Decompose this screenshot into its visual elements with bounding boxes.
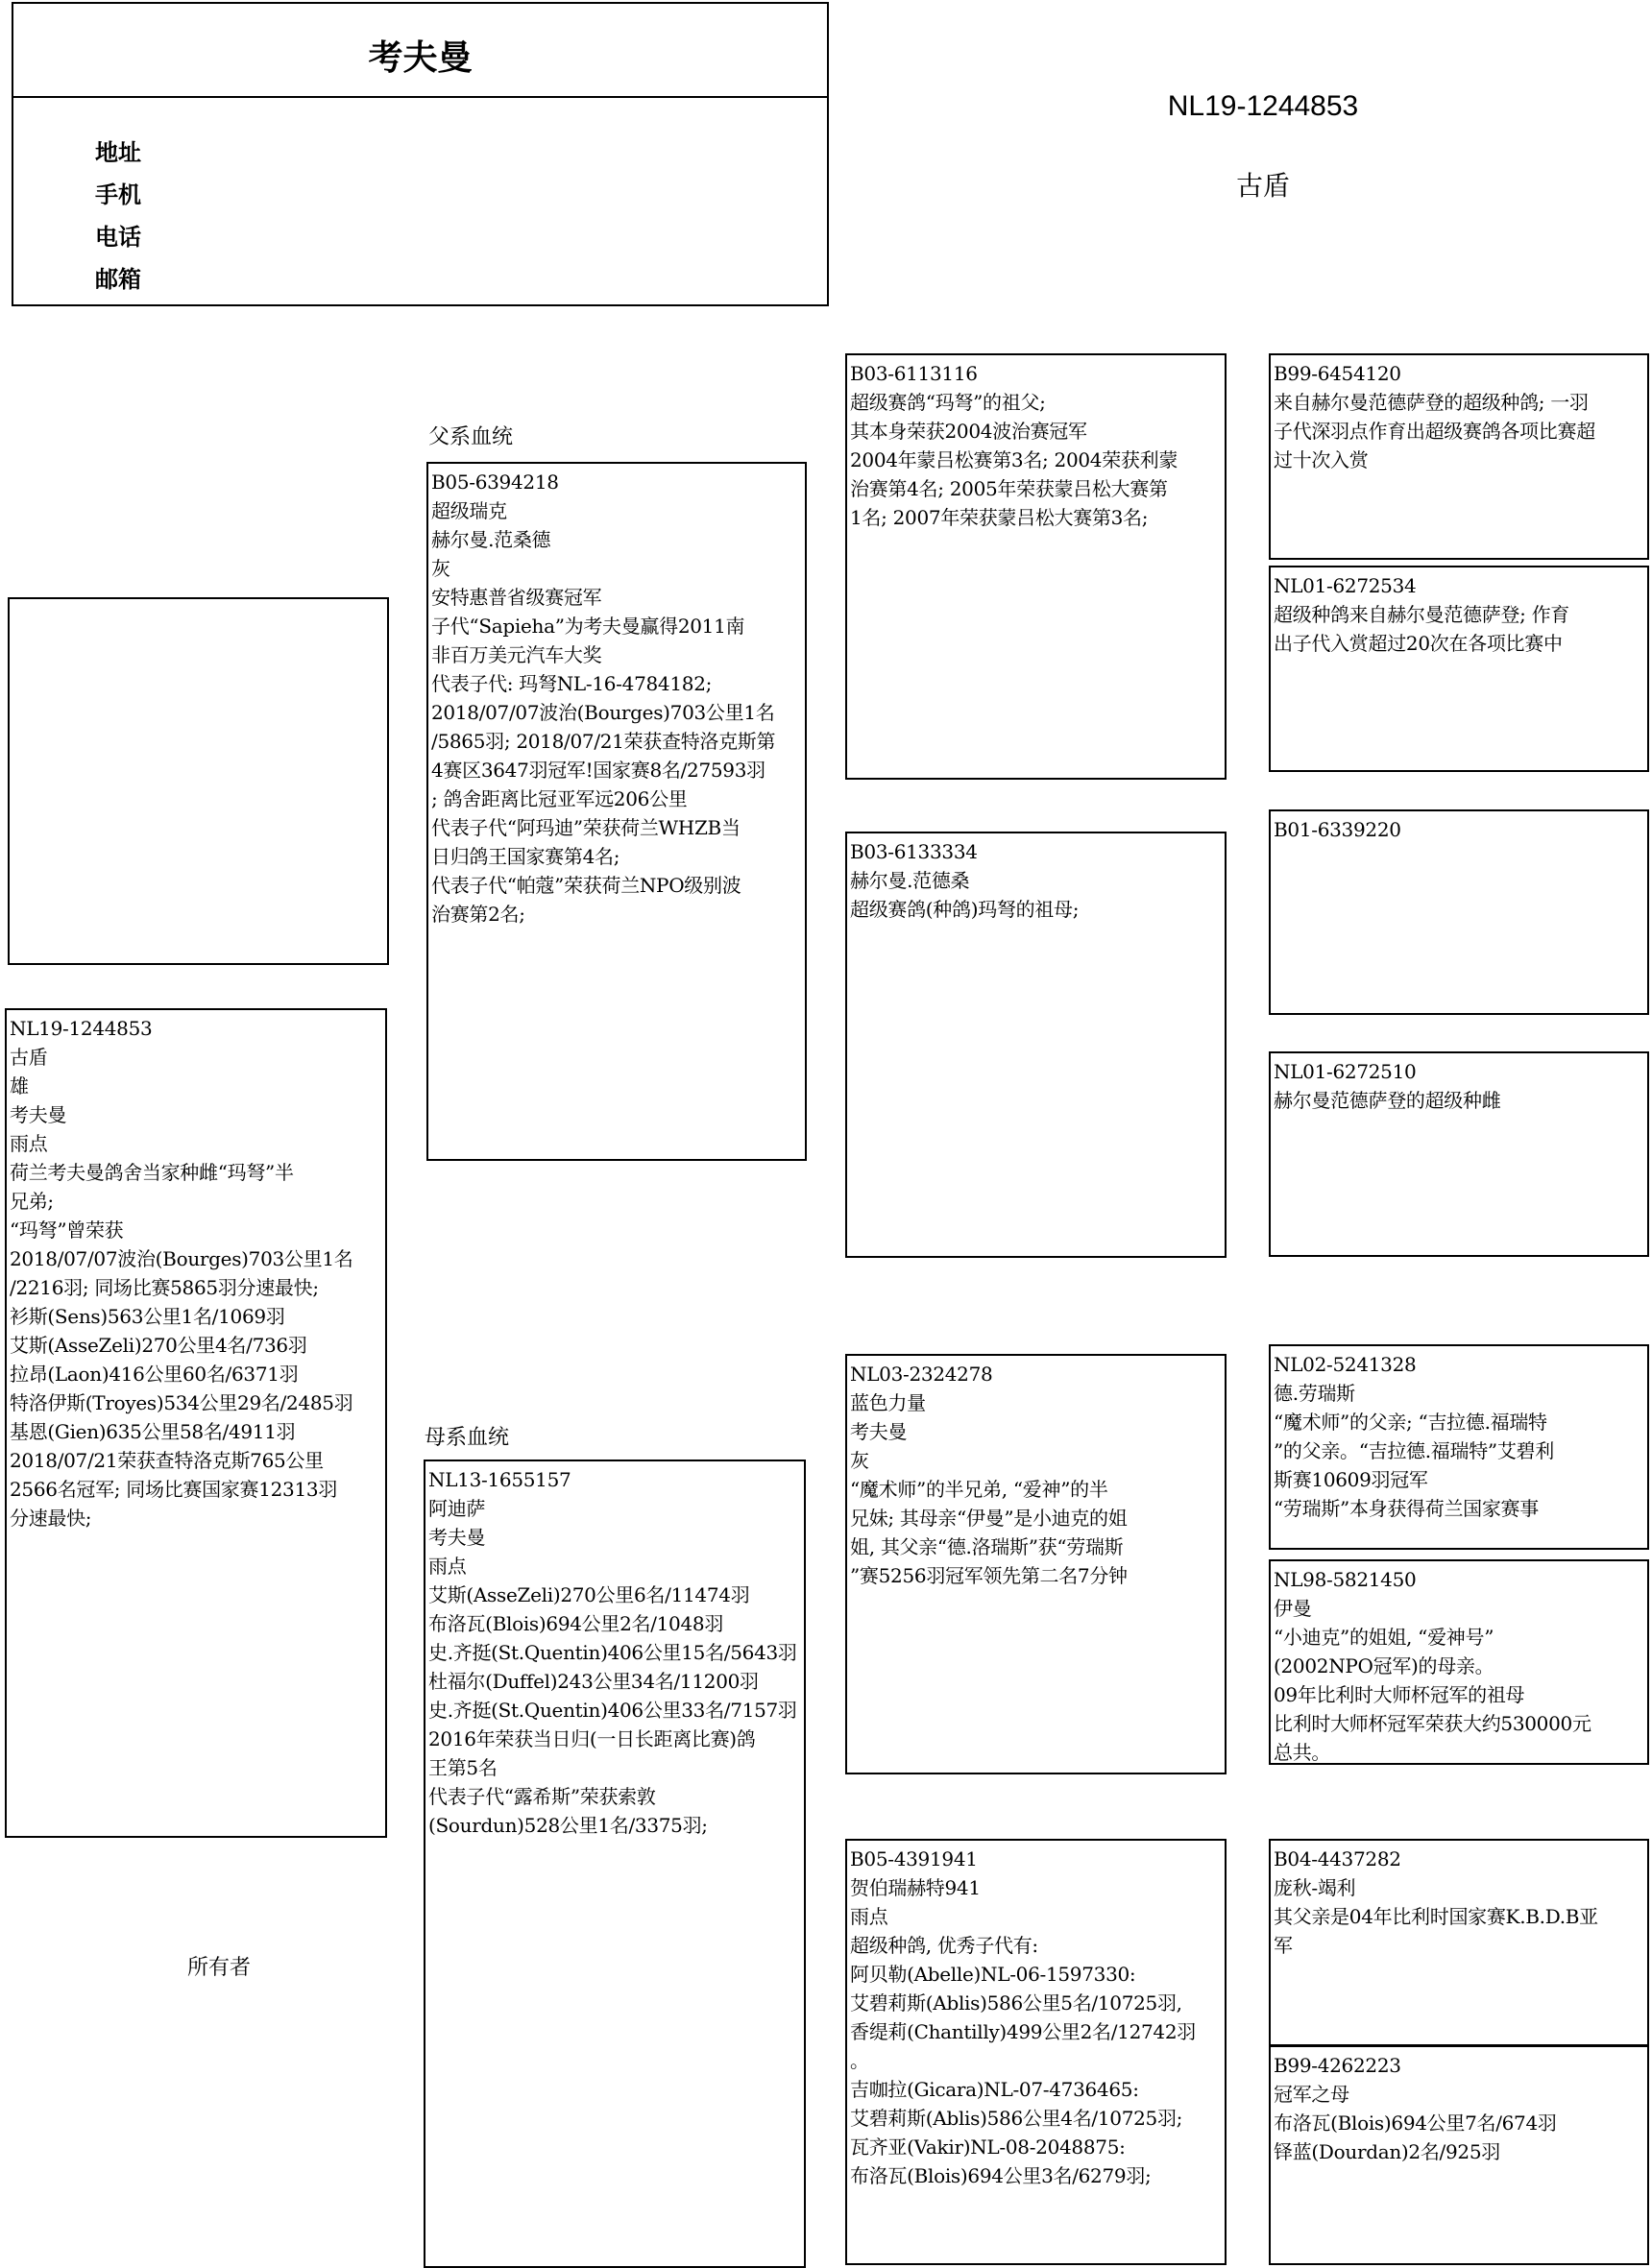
ring-number: NL01-6272510 [1274,1060,1417,1083]
pedigree-line: 超级赛鸽“玛弩”的祖父; [850,391,1046,414]
pedigree-line: 来自赫尔曼范德萨登的超级种鸽; 一羽 [1274,391,1589,414]
pedigree-line: 阿贝勒(Abelle)NL-06-1597330: [850,1963,1136,1986]
pedigree-sire-sire-sire [1269,353,1649,560]
pedigree-line: 古盾 [10,1046,48,1069]
pedigree-line: 伊曼 [1274,1597,1312,1620]
pedigree-line: 冠军之母 [1274,2083,1349,2106]
pedigree-sire-sire-dam [1269,566,1649,772]
pedigree-line: 2004年蒙吕松赛第3名; 2004荣获利蒙 [850,448,1178,471]
pedigree-line: “劳瑞斯”本身获得荷兰国家赛事 [1274,1497,1539,1520]
ring-number: NL13-1655157 [428,1468,571,1491]
ring-number: B05-6394218 [431,470,559,494]
ring-number: NL19-1244853 [10,1017,153,1040]
pedigree-line: “玛弩”曾荣获 [10,1218,124,1242]
pedigree-line: 基恩(Gien)635公里58名/4911羽 [10,1420,296,1443]
pedigree-line: (2002NPO冠军)的母亲。 [1274,1654,1494,1677]
pedigree-line: 布洛瓦(Blois)694公里7名/674羽 [1274,2111,1557,2135]
pedigree-line: 代表子代“露希斯”荣获索敦 [428,1785,656,1808]
pedigree-line: 斯赛10609羽冠军 [1274,1468,1428,1491]
ring-number: B01-6339220 [1274,818,1401,841]
pedigree-line: “魔术师”的半兄弟, “爱神”的半 [850,1478,1108,1501]
pedigree-line: 赫尔曼范德萨登的超级种雌 [1274,1089,1501,1112]
pedigree-line: 灰 [850,1449,869,1472]
pedigree-dam-sire-sire [1269,1344,1649,1550]
pedigree-sire-dam-sire [1269,809,1649,1015]
pedigree-line: 赫尔曼.范桑德 [431,528,551,551]
ring-number: B04-4437282 [1274,1847,1401,1870]
pedigree-line: 非百万美元汽车大奖 [431,643,602,666]
pedigree-line: /2216羽; 同场比赛5865羽分速最快; [10,1276,319,1299]
pedigree-line: 布洛瓦(Blois)694公里2名/1048羽 [428,1612,724,1635]
pedigree-line: 雨点 [428,1555,467,1578]
pedigree-line: “魔术师”的父亲; “吉拉德.福瑞特 [1274,1411,1547,1434]
pedigree-line: 治赛第4名; 2005年荣获蒙吕松大赛第 [850,477,1168,500]
pedigree-line: 其父亲是04年比利时国家赛K.B.D.B亚 [1274,1905,1598,1928]
pedigree-line: 超级种鸽来自赫尔曼范德萨登; 作育 [1274,603,1569,626]
pedigree-dam-sire-dam [1269,1559,1649,1765]
pedigree-subject [5,1008,387,1838]
pedigree-line: ; 鸽舍距离比冠亚军远206公里 [431,787,688,810]
pedigree-line: 蓝色力量 [850,1391,926,1414]
pedigree-dam [424,1460,806,2268]
header-ring-number: NL19-1244853 [1167,90,1359,122]
pedigree-line: 王第5名 [428,1756,498,1779]
pedigree-line: 贺伯瑞赫特941 [850,1876,981,1899]
pedigree-line: 荷兰考夫曼鸽舍当家种雌“玛弩”半 [10,1161,294,1184]
pedigree-line: 特洛伊斯(Troyes)534公里29名/2485羽 [10,1391,353,1414]
pedigree-line: 代表子代“阿玛迪”荣获荷兰WHZB当 [431,816,741,839]
pedigree-line: 日归鸽王国家赛第4名; [431,845,620,868]
pedigree-line: 超级瑞克 [431,499,507,522]
pedigree-line: 治赛第2名; [431,903,525,926]
pedigree-dam-dam-sire [1269,1839,1649,2046]
pedigree-dam-dam [845,1839,1227,2265]
pedigree-line: 2018/07/07波治(Bourges)703公里1名 [10,1247,353,1270]
pedigree-sire-dam [845,832,1227,1258]
pedigree-line: 拉昂(Laon)416公里60名/6371羽 [10,1363,299,1386]
owner-title: 考夫曼 [368,38,473,78]
pedigree-line: 安特惠普省级赛冠军 [431,586,602,609]
contact-phone-label: 电话 [95,224,141,251]
pedigree-line: 杜福尔(Duffel)243公里34名/11200羽 [428,1670,759,1693]
pedigree-line: 兄妹; 其母亲“伊曼”是小迪克的姐 [850,1507,1128,1530]
header-bird-name: 古盾 [1235,170,1290,202]
pedigree-line: 过十次入赏 [1274,448,1369,471]
pedigree-line: 代表子代: 玛弩NL-16-4784182; [431,672,713,695]
pedigree-line: 09年比利时大师杯冠军的祖母 [1274,1683,1525,1706]
pedigree-line: 赫尔曼.范德桑 [850,869,970,892]
pedigree-line: 1名; 2007年荣获蒙吕松大赛第3名; [850,506,1149,529]
pedigree-line: 香缇莉(Chantilly)499公里2名/12742羽 [850,2020,1196,2043]
pedigree-line: 。 [850,2049,869,2072]
pedigree-line: 雨点 [10,1132,48,1155]
pedigree-line: 姐, 其父亲“德.洛瑞斯”获“劳瑞斯 [850,1535,1124,1558]
pedigree-line: 2018/07/07波治(Bourges)703公里1名 [431,701,775,724]
contact-email-label: 邮箱 [95,266,141,293]
ring-number: B99-6454120 [1274,362,1401,385]
ring-number: NL02-5241328 [1274,1353,1417,1376]
pedigree-line: 超级赛鸽(种鸽)玛弩的祖母; [850,898,1080,921]
pedigree-line: 布洛瓦(Blois)694公里3名/6279羽; [850,2164,1152,2187]
pedigree-line: 艾碧莉斯(Ablis)586公里4名/10725羽; [850,2107,1183,2130]
pedigree-line: 比利时大师杯冠军荣获大约530000元 [1274,1712,1591,1735]
contact-mobile-label: 手机 [95,181,141,208]
pedigree-line: 考夫曼 [850,1420,908,1443]
pedigree-line: 铎蓝(Dourdan)2名/925羽 [1274,2140,1500,2163]
pedigree-dam-dam-dam [1269,2045,1649,2265]
ring-number: NL01-6272534 [1274,574,1417,597]
ring-number: B03-6113116 [850,362,978,385]
pedigree-line: 史.齐挺(St.Quentin)406公里15名/5643羽 [428,1641,797,1664]
header-box [12,2,829,306]
pedigree-line: 阿迪萨 [428,1497,486,1520]
pedigree-line: 分速最快; [10,1507,92,1530]
pedigree-line: 4赛区3647羽冠军!国家赛8名/27593羽 [431,759,765,782]
pedigree-line: 兄弟; [10,1190,54,1213]
pedigree-line: 艾斯(AsseZeli)270公里6名/11474羽 [428,1583,750,1606]
header-divider [13,96,827,98]
pedigree-line: “小迪克”的姐姐, “爱神号” [1274,1626,1494,1649]
pedigree-line: 艾碧莉斯(Ablis)586公里5名/10725羽, [850,1991,1182,2015]
pedigree-line: 其本身荣获2004波治赛冠军 [850,420,1087,443]
pedigree-line: 瓦齐亚(Vakir)NL-08-2048875: [850,2135,1126,2159]
ring-number: NL98-5821450 [1274,1568,1417,1591]
pedigree-line: 史.齐挺(St.Quentin)406公里33名/7157羽 [428,1699,797,1722]
pedigree-line: 考夫曼 [428,1526,486,1549]
owner-caption: 所有者 [187,1956,252,1980]
ring-number: NL03-2324278 [850,1363,993,1386]
contact-list [95,132,141,301]
pedigree-line: 超级种鸽, 优秀子代有: [850,1934,1038,1957]
ring-number: B99-4262223 [1274,2054,1401,2077]
pedigree-line: /5865羽; 2018/07/21荣获查特洛克斯第 [431,730,776,753]
pedigree-line: 雨点 [850,1905,888,1928]
pedigree-line: 灰 [431,557,450,580]
pedigree-line: 出子代入赏超过20次在各项比赛中 [1274,632,1563,655]
pedigree-line: 子代深羽点作育出超级赛鸽各项比赛超 [1274,420,1595,443]
pedigree-line: 代表子代“帕蔻”荣获荷兰NPO级别波 [431,874,741,897]
ring-number: B03-6133334 [850,840,978,863]
sire-line-caption: 父系血统 [428,425,514,449]
pedigree-line: 总共。 [1274,1741,1331,1764]
pedigree-line: 军 [1274,1934,1293,1957]
pedigree-line: 子代“Sapieha”为考夫曼赢得2011南 [431,615,745,638]
pedigree-line: 衫斯(Sens)563公里1名/1069羽 [10,1305,285,1328]
pedigree-line: (Sourdun)528公里1名/3375羽; [428,1814,708,1837]
pedigree-line: 艾斯(AsseZeli)270公里4名/736羽 [10,1334,307,1357]
pedigree-line: 雄 [10,1074,29,1098]
pedigree-sire-sire [845,353,1227,780]
pedigree-line: 2018/07/21荣获查特洛克斯765公里 [10,1449,324,1472]
pedigree-line: ”的父亲。“吉拉德.福瑞特”艾碧利 [1274,1439,1554,1462]
contact-address-label: 地址 [95,139,141,166]
pedigree-sire [426,462,807,1161]
pedigree-line: 庞秋-竭利 [1274,1876,1356,1899]
pedigree-line: ”赛5256羽冠军领先第二名7分钟 [850,1564,1128,1587]
pedigree-sire-dam-dam [1269,1051,1649,1257]
pedigree-dam-sire [845,1354,1227,1774]
pedigree-line: 德.劳瑞斯 [1274,1382,1355,1405]
pedigree-line: 吉咖拉(Gicara)NL-07-4736465: [850,2078,1139,2101]
pedigree-line: 2566名冠军; 同场比赛国家赛12313羽 [10,1478,338,1501]
dam-line-caption: 母系血统 [425,1426,510,1450]
pedigree-line: 考夫曼 [10,1103,67,1126]
ring-number: B05-4391941 [850,1847,978,1870]
pedigree-line: 2016年荣获当日归(一日长距离比赛)鸽 [428,1727,756,1750]
photo-frame [8,597,389,965]
